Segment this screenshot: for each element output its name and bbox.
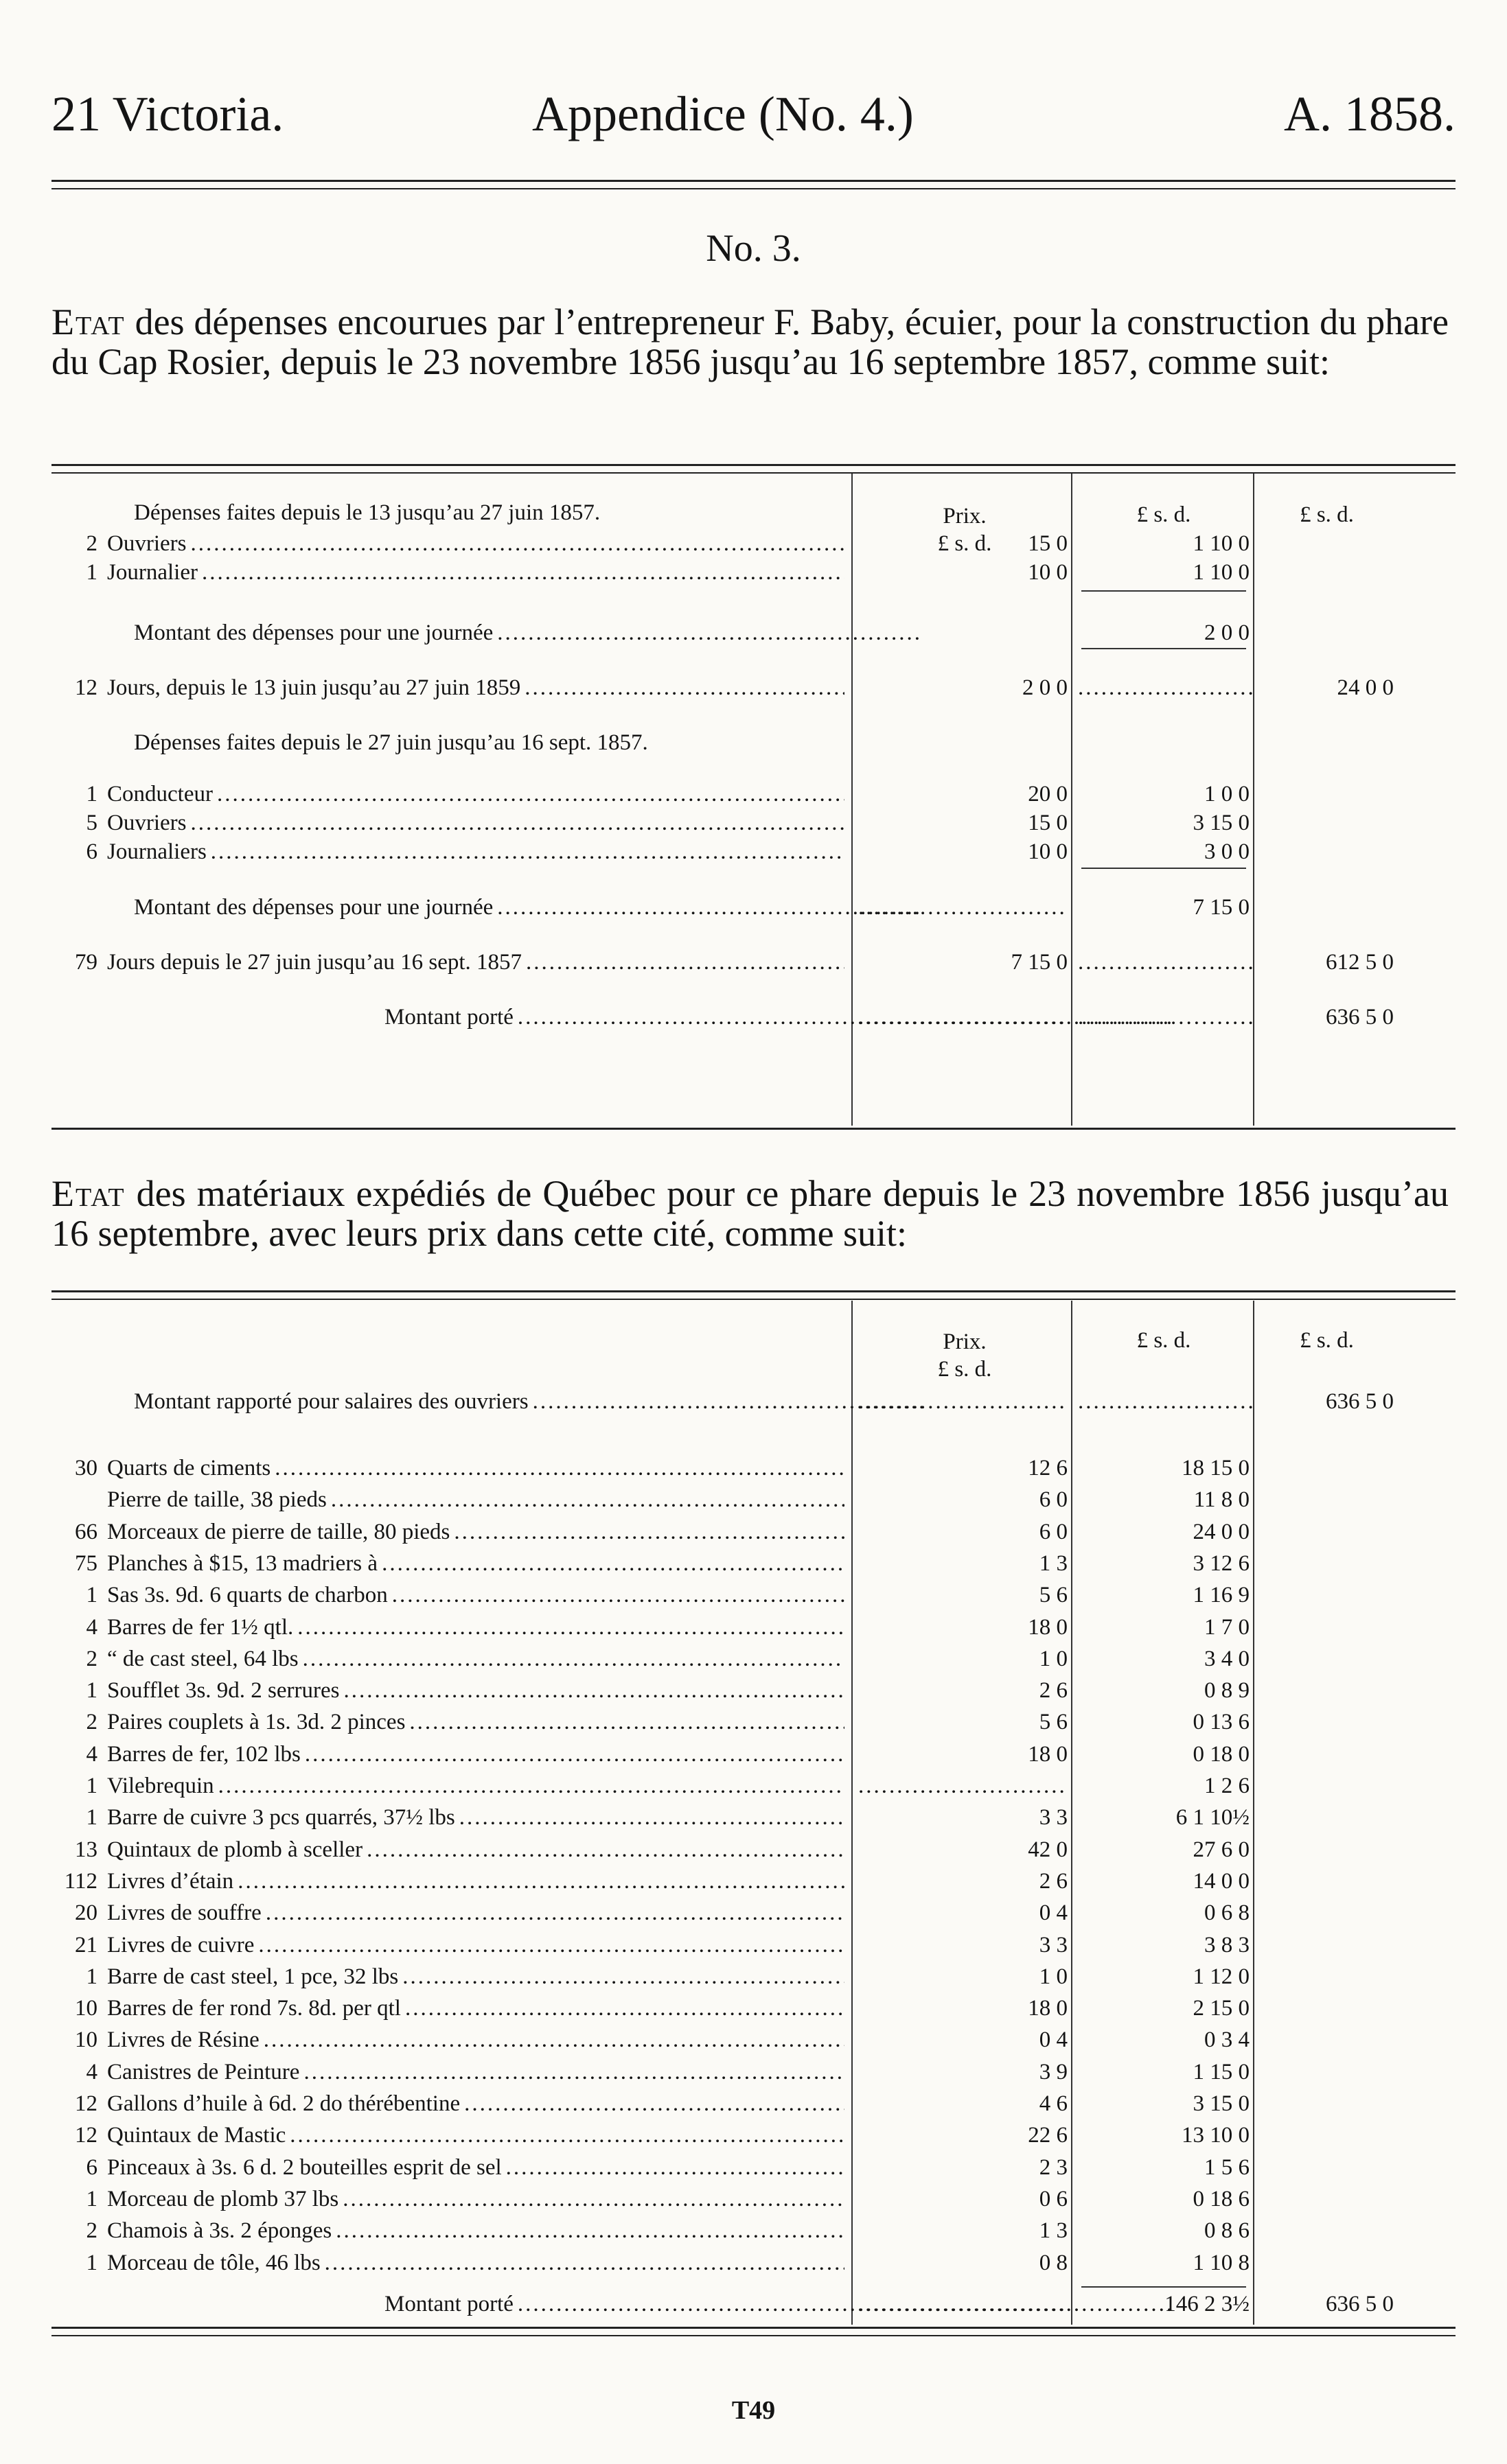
- carried-forward-row: [55, 1386, 1394, 1417]
- table-row: [55, 1930, 1394, 1960]
- row-text: Barre de cast steel, 1 pce, 32 lbs: [107, 1964, 399, 1989]
- row-text: Jours, depuis le 13 juin jusqu’au 27 juin 1859: [107, 675, 521, 700]
- table2-header-lsd: £ s. d.: [1136, 1328, 1191, 1353]
- table-row: [55, 1517, 1394, 1547]
- row-total: 636 5 0: [1326, 2292, 1394, 2316]
- row-text: Barres de fer, 102 lbs: [107, 1742, 301, 1767]
- row-text: Barres de fer 1½ qtl.: [107, 1615, 294, 1640]
- running-head-center: Appendice (No. 4.): [532, 86, 914, 141]
- row-text: “ de cast steel, 64 lbs: [107, 1647, 299, 1671]
- row-text: Livres de cuivre: [107, 1933, 255, 1957]
- subtotal-rule: [1081, 648, 1246, 649]
- row-description: [55, 1835, 844, 1865]
- table-row: [55, 2057, 1394, 2087]
- row-unit-price: 12 6: [1028, 1456, 1068, 1480]
- row-description: [55, 1866, 844, 1896]
- row-amount: 0 18 0: [1193, 1742, 1250, 1767]
- row-lsd-leader: [1078, 947, 1253, 977]
- section2-heading: [51, 1174, 1449, 1253]
- row-unit-price: 15 0: [1028, 811, 1068, 835]
- row-unit-price: 0 4: [1039, 2027, 1068, 2052]
- table-row: [55, 808, 1394, 838]
- row-unit-price: 2 6: [1039, 1869, 1068, 1894]
- row-text: Ouvriers: [107, 531, 187, 556]
- row-amount: 1 2 6: [1204, 1774, 1250, 1798]
- table-row: [55, 2120, 1394, 2150]
- row-quantity: 5: [86, 811, 97, 835]
- table1-rule-top: [51, 464, 1456, 466]
- table-row: [55, 1485, 1394, 1515]
- row-quantity: 1: [86, 1678, 97, 1703]
- row-unit-price: 42 0: [1028, 1837, 1068, 1862]
- row-description: [55, 1386, 923, 1417]
- table-row: [55, 618, 1394, 648]
- row-description: [55, 779, 844, 809]
- table-row: [55, 1644, 1394, 1674]
- row-text: Livres de Résine: [107, 2027, 260, 2052]
- row-description: [55, 1580, 844, 1610]
- row-amount: 146 2 3½: [1164, 2292, 1250, 2316]
- row-quantity: 1: [86, 2187, 97, 2211]
- table-row: [55, 947, 1394, 977]
- table-row: [55, 1612, 1394, 1642]
- row-quantity: 2: [86, 2218, 97, 2243]
- row-text: Montant des dépenses pour une journée: [134, 620, 494, 645]
- row-quantity: 66: [75, 1520, 97, 1544]
- section1-heading-label: Etat: [51, 301, 126, 342]
- row-amount: 0 18 6: [1193, 2187, 1250, 2211]
- row-text: Dépenses faites depuis le 27 juin jusqu’au 16 sept. 1857.: [134, 730, 648, 755]
- row-amount: 1 10 0: [1193, 531, 1250, 556]
- row-total: 636 5 0: [1326, 1389, 1394, 1414]
- row-amount: 1 12 0: [1193, 1964, 1250, 1989]
- table-row: [55, 1739, 1394, 1769]
- row-description: [55, 892, 923, 922]
- row-unit-price: 6 0: [1039, 1520, 1068, 1544]
- row-unit-price: 15 0: [1028, 531, 1068, 556]
- row-text: Montant porté: [384, 2292, 514, 2316]
- row-prix-leader: [858, 1771, 1064, 1801]
- row-amount: 13 10 0: [1182, 2123, 1250, 2148]
- row-lsd-leader: [1078, 1386, 1253, 1417]
- row-unit-price: 0 6: [1039, 2187, 1068, 2211]
- table-row: [55, 1835, 1394, 1865]
- row-unit-price: 1 0: [1039, 1647, 1068, 1671]
- row-text: Morceau de plomb 37 lbs: [107, 2187, 339, 2211]
- row-quantity: 1: [86, 782, 97, 806]
- subtotal-rule: [1081, 868, 1246, 869]
- row-text: Dépenses faites depuis le 13 jusqu’au 27 juin 1857.: [134, 500, 601, 525]
- row-description: [55, 1802, 844, 1833]
- table-row: [55, 1802, 1394, 1833]
- header-rule-top: [51, 180, 1456, 182]
- row-description: [55, 1993, 844, 2023]
- row-amount: 3 0 0: [1204, 839, 1250, 864]
- row-description: [55, 1675, 844, 1706]
- row-description: [55, 808, 844, 838]
- row-description: [55, 1612, 844, 1642]
- table-row: [55, 498, 1394, 528]
- row-amount: 1 15 0: [1193, 2060, 1250, 2084]
- row-text: Conducteur: [107, 782, 213, 806]
- row-unit-price: 1 3: [1039, 2218, 1068, 2243]
- section1-heading: [51, 302, 1449, 382]
- row-description: [55, 1485, 844, 1515]
- row-text: Quintaux de Mastic: [107, 2123, 286, 2148]
- row-unit-price: 22 6: [1028, 2123, 1068, 2148]
- document-number: No. 3.: [706, 227, 801, 270]
- row-unit-price: 3 3: [1039, 1933, 1068, 1957]
- row-quantity: 12: [75, 2091, 97, 2116]
- row-description: [55, 2120, 844, 2150]
- row-text: Paires couplets à 1s. 3d. 2 pinces: [107, 1710, 406, 1734]
- row-total: 636 5 0: [1326, 1005, 1394, 1030]
- row-unit-price: 1 0: [1039, 1964, 1068, 1989]
- row-amount: 2 0 0: [1204, 620, 1250, 645]
- row-text: Livres de souffre: [107, 1901, 262, 1925]
- table-row: [55, 1898, 1394, 1928]
- row-description: [55, 2184, 844, 2214]
- row-description: [55, 1739, 844, 1769]
- row-description: [55, 2152, 844, 2183]
- table2-header-total: £ s. d.: [1300, 1328, 1354, 1353]
- table-row: [55, 1675, 1394, 1706]
- table-row: [55, 673, 1394, 703]
- row-quantity: 4: [86, 1615, 97, 1640]
- row-unit-price: 10 0: [1028, 560, 1068, 585]
- row-quantity: 6: [86, 839, 97, 864]
- row-unit-price: 2 0 0: [1022, 675, 1068, 700]
- table-row: [55, 1707, 1394, 1737]
- row-unit-price: 2 6: [1039, 1678, 1068, 1703]
- table-row: [55, 1580, 1394, 1610]
- row-amount: 2 15 0: [1193, 1996, 1250, 2021]
- row-description: [55, 498, 923, 528]
- total-row: [55, 2289, 1394, 2319]
- row-unit-price: 3 3: [1039, 1805, 1068, 1830]
- table-row: [55, 2248, 1394, 2278]
- table-row: [55, 1866, 1394, 1896]
- row-amount: 0 8 6: [1204, 2218, 1250, 2243]
- row-total: 612 5 0: [1326, 950, 1394, 975]
- row-unit-price: 20 0: [1028, 782, 1068, 806]
- row-unit-price: 0 8: [1039, 2251, 1068, 2275]
- row-unit-price: 0 4: [1039, 1901, 1068, 1925]
- row-text: Journalier: [107, 560, 198, 585]
- table-row: [55, 2184, 1394, 2214]
- subtotal-rule: [1081, 590, 1246, 592]
- running-head-left: 21 Victoria.: [51, 86, 284, 141]
- row-lsd-leader: [1078, 1002, 1253, 1032]
- row-quantity: 1: [86, 1583, 97, 1607]
- row-description: [55, 1898, 844, 1928]
- row-quantity: 79: [75, 950, 97, 975]
- row-unit-price: 5 6: [1039, 1710, 1068, 1734]
- row-quantity: 2: [86, 1647, 97, 1671]
- table-row: [55, 1002, 1394, 1032]
- table-row: [55, 528, 1394, 559]
- row-quantity: 75: [75, 1551, 97, 1576]
- row-description: [55, 2248, 844, 2278]
- row-text: Livres d’étain: [107, 1869, 234, 1894]
- row-description: [55, 1517, 844, 1547]
- row-text: Quarts de ciments: [107, 1456, 271, 1480]
- row-text: Barres de fer rond 7s. 8d. per qtl: [107, 1996, 401, 2021]
- table1-header-prix-label: Prix.: [943, 504, 987, 528]
- row-description: [55, 673, 844, 703]
- row-quantity: 21: [75, 1933, 97, 1957]
- row-amount: 0 6 8: [1204, 1901, 1250, 1925]
- row-unit-price: 5 6: [1039, 1583, 1068, 1607]
- row-unit-price: 18 0: [1028, 1996, 1068, 2021]
- row-prix-leader: [858, 1002, 1064, 1032]
- row-amount: 27 6 0: [1193, 1837, 1250, 1862]
- row-description: [55, 557, 844, 588]
- row-description: [55, 1962, 844, 1992]
- row-text: Montant des dépenses pour une journée: [134, 895, 494, 920]
- row-description: [55, 2025, 844, 2055]
- row-quantity: 10: [75, 1996, 97, 2021]
- row-quantity: 112: [64, 1869, 97, 1894]
- table-row: [55, 2216, 1394, 2246]
- running-head: [51, 86, 1456, 151]
- row-text: Morceaux de pierre de taille, 80 pieds: [107, 1520, 450, 1544]
- row-text: Journaliers: [107, 839, 207, 864]
- row-amount: 11 8 0: [1193, 1487, 1250, 1512]
- row-quantity: 30: [75, 1456, 97, 1480]
- row-quantity: 20: [75, 1901, 97, 1925]
- subtotal-rule: [1081, 2286, 1246, 2288]
- table-row: [55, 2025, 1394, 2055]
- row-amount: 1 10 8: [1193, 2251, 1250, 2275]
- table2-header-prix-units: £ s. d.: [937, 1357, 992, 1382]
- table-row: [55, 1962, 1394, 1992]
- table2-rule-bottom: [51, 2327, 1456, 2329]
- row-amount: 3 8 3: [1204, 1933, 1250, 1957]
- table1-header-lsd: £ s. d.: [1136, 502, 1191, 527]
- row-quantity: 12: [75, 675, 97, 700]
- row-quantity: 1: [86, 1805, 97, 1830]
- row-amount: 3 15 0: [1193, 2091, 1250, 2116]
- table-row: [55, 557, 1394, 588]
- table-row: [55, 2152, 1394, 2183]
- row-amount: 0 13 6: [1193, 1710, 1250, 1734]
- row-description: [55, 1707, 844, 1737]
- row-quantity: 2: [86, 1710, 97, 1734]
- row-description: [55, 2089, 844, 2119]
- row-lsd-leader: [1078, 673, 1253, 703]
- row-description: [55, 1453, 844, 1483]
- row-unit-price: 18 0: [1028, 1742, 1068, 1767]
- table-row: [55, 1993, 1394, 2023]
- row-text: Pinceaux à 3s. 6 d. 2 bouteilles esprit de sel: [107, 2155, 502, 2180]
- row-unit-price: 2 3: [1039, 2155, 1068, 2180]
- table1-header-prix-units: £ s. d.: [937, 531, 992, 556]
- row-unit-price: 6 0: [1039, 1487, 1068, 1512]
- expenses-table: [55, 474, 1394, 1126]
- table-row: [55, 837, 1394, 867]
- row-quantity: 10: [75, 2027, 97, 2052]
- row-amount: 7 15 0: [1193, 895, 1250, 920]
- row-quantity: 1: [86, 560, 97, 585]
- row-quantity: 4: [86, 1742, 97, 1767]
- row-description: [55, 1644, 844, 1674]
- header-rule-bottom: [51, 188, 1456, 189]
- row-amount: 1 7 0: [1204, 1615, 1250, 1640]
- row-amount: 1 16 9: [1193, 1583, 1250, 1607]
- row-quantity: 4: [86, 2060, 97, 2084]
- section2-heading-label: Etat: [51, 1173, 126, 1214]
- row-text: Vilebrequin: [107, 1774, 214, 1798]
- row-prix-leader: [858, 1386, 1064, 1417]
- row-text: Ouvriers: [107, 811, 187, 835]
- row-description: [55, 1930, 844, 1960]
- row-amount: 1 10 0: [1193, 560, 1250, 585]
- table2-rule-top: [51, 1290, 1456, 1292]
- row-prix-leader: [858, 2289, 1064, 2319]
- table1-rule-bottom: [51, 1128, 1456, 1130]
- row-quantity: 1: [86, 2251, 97, 2275]
- section1-heading-text: des dépenses encourues par l’entrepreneur F. Baby, écuier, pour la construction du phare du Cap Rosier, depuis le 23 novembre 1856 jusqu’au 16 septembre 1857, comme suit:: [51, 301, 1449, 382]
- row-unit-price: 7 15 0: [1011, 950, 1068, 975]
- row-text: Pierre de taille, 38 pieds: [107, 1487, 327, 1512]
- row-description: [55, 2057, 844, 2087]
- row-amount: 6 1 10½: [1175, 1805, 1250, 1830]
- table-row: [55, 1548, 1394, 1579]
- table-row: [55, 728, 1394, 758]
- row-amount: 1 0 0: [1204, 782, 1250, 806]
- row-text: Jours depuis le 27 juin jusqu’au 16 sept. 1857: [107, 950, 522, 975]
- table-row: [55, 892, 1394, 922]
- table2-rule-bottom-2: [51, 2335, 1456, 2336]
- row-amount: 0 3 4: [1204, 2027, 1250, 2052]
- row-description: [55, 1548, 844, 1579]
- row-unit-price: 4 6: [1039, 2091, 1068, 2116]
- row-description: [55, 947, 844, 977]
- row-text: Canistres de Peinture: [107, 2060, 300, 2084]
- row-unit-price: 10 0: [1028, 839, 1068, 864]
- row-quantity: 1: [86, 1964, 97, 1989]
- row-quantity: 2: [86, 531, 97, 556]
- row-unit-price: 3 9: [1039, 2060, 1068, 2084]
- row-amount: 3 4 0: [1204, 1647, 1250, 1671]
- row-text: Quintaux de plomb à sceller: [107, 1837, 363, 1862]
- row-description: [55, 1771, 844, 1801]
- table2-header-prix: [862, 1328, 1068, 1383]
- row-amount: 14 0 0: [1193, 1869, 1250, 1894]
- row-total: 24 0 0: [1337, 675, 1394, 700]
- row-text: Barre de cuivre 3 pcs quarrés, 37½ lbs: [107, 1805, 455, 1830]
- running-head-right: A. 1858.: [1284, 86, 1456, 141]
- table1-header-total: £ s. d.: [1300, 502, 1354, 527]
- row-text: Soufflet 3s. 9d. 2 serrures: [107, 1678, 340, 1703]
- row-description: [55, 618, 923, 648]
- row-description: [55, 837, 844, 867]
- table-row: [55, 779, 1394, 809]
- row-text: Morceau de tôle, 46 lbs: [107, 2251, 321, 2275]
- row-quantity: 13: [75, 1837, 97, 1862]
- row-text: Planches à $15, 13 madriers à: [107, 1551, 378, 1576]
- table2-header-prix-label: Prix.: [943, 1329, 987, 1354]
- row-text: Montant porté: [384, 1005, 514, 1030]
- row-amount: 24 0 0: [1193, 1520, 1250, 1544]
- table2-rule-top-2: [51, 1299, 1456, 1300]
- row-text: Montant rapporté pour salaires des ouvriers: [134, 1389, 529, 1414]
- row-text: Sas 3s. 9d. 6 quarts de charbon: [107, 1583, 388, 1607]
- row-text: Gallons d’huile à 6d. 2 do thérébentine: [107, 2091, 461, 2116]
- table-row: [55, 1771, 1394, 1801]
- row-amount: 0 8 9: [1204, 1678, 1250, 1703]
- table-row: [55, 2089, 1394, 2119]
- row-amount: 18 15 0: [1182, 1456, 1250, 1480]
- row-quantity: 12: [75, 2123, 97, 2148]
- row-text: Chamois à 3s. 2 éponges: [107, 2218, 332, 2243]
- row-unit-price: 18 0: [1028, 1615, 1068, 1640]
- page-signature: T49: [731, 2396, 776, 2425]
- row-quantity: 6: [86, 2155, 97, 2180]
- row-prix-leader: [858, 892, 1064, 922]
- row-amount: 3 12 6: [1193, 1551, 1250, 1576]
- row-unit-price: 1 3: [1039, 1551, 1068, 1576]
- row-amount: 1 5 6: [1204, 2155, 1250, 2180]
- row-description: [55, 2216, 844, 2246]
- row-quantity: 1: [86, 1774, 97, 1798]
- section2-heading-text: des matériaux expédiés de Québec pour ce phare depuis le 23 novembre 1856 jusqu’au 16 septembre, avec leurs prix dans cette cité, comme suit:: [51, 1173, 1449, 1254]
- table-row: [55, 1453, 1394, 1483]
- row-description: [55, 528, 844, 559]
- materials-table: [55, 1301, 1394, 2325]
- row-description: [55, 728, 923, 758]
- row-amount: 3 15 0: [1193, 811, 1250, 835]
